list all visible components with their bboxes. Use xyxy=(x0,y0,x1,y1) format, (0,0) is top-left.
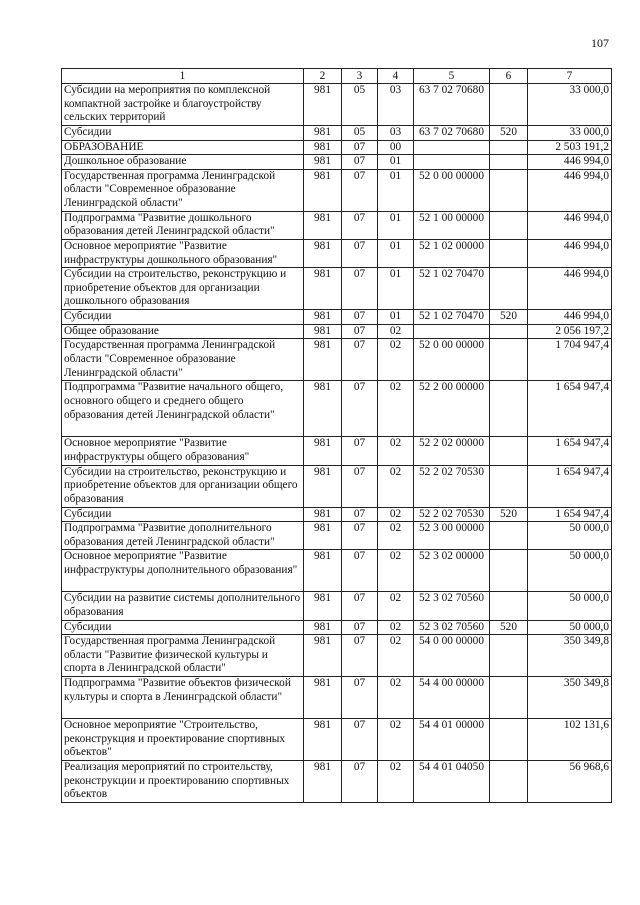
cell-col5: 52 3 02 70560 xyxy=(414,592,490,620)
cell-col2: 981 xyxy=(304,677,342,719)
cell-col5: 52 0 00 00000 xyxy=(414,169,490,211)
cell-col5: 52 1 02 00000 xyxy=(414,239,490,267)
cell-col2: 981 xyxy=(304,761,342,803)
cell-col6 xyxy=(490,211,528,239)
table-row xyxy=(62,155,612,170)
cell-amount: 50 000,0 xyxy=(528,550,612,592)
table-row xyxy=(62,592,612,620)
cell-col5 xyxy=(414,155,490,170)
row-name: Субсидии на строительство, реконструкцию и приобретение объектов для организации дошкольного образования xyxy=(62,268,304,310)
cell-col2: 981 xyxy=(304,324,342,339)
cell-col2: 981 xyxy=(304,592,342,620)
cell-col5: 52 1 02 70470 xyxy=(414,268,490,310)
row-name: Дошкольное образование xyxy=(62,155,304,170)
table-row xyxy=(62,126,612,141)
cell-col6 xyxy=(490,465,528,507)
cell-col5: 52 3 02 70560 xyxy=(414,620,490,635)
cell-col4: 02 xyxy=(378,522,414,550)
cell-col3: 07 xyxy=(342,155,378,170)
cell-amount: 2 056 197,2 xyxy=(528,324,612,339)
row-name: Основное мероприятие "Развитие инфраструктуры дополнительного образования" xyxy=(62,550,304,592)
cell-col2: 981 xyxy=(304,522,342,550)
cell-amount: 446 994,0 xyxy=(528,155,612,170)
table-row xyxy=(62,268,612,310)
cell-col3: 07 xyxy=(342,211,378,239)
cell-col3: 07 xyxy=(342,339,378,381)
cell-col5: 54 0 00 00000 xyxy=(414,635,490,677)
table-row xyxy=(62,761,612,803)
cell-amount: 350 349,8 xyxy=(528,677,612,719)
cell-col2: 981 xyxy=(304,635,342,677)
cell-amount: 446 994,0 xyxy=(528,169,612,211)
cell-col5: 63 7 02 70680 xyxy=(414,126,490,141)
cell-col2: 981 xyxy=(304,465,342,507)
table-row xyxy=(62,465,612,507)
cell-col2: 981 xyxy=(304,126,342,141)
cell-col3: 07 xyxy=(342,620,378,635)
cell-col3: 07 xyxy=(342,761,378,803)
cell-col3: 07 xyxy=(342,140,378,155)
cell-col5: 52 3 02 00000 xyxy=(414,550,490,592)
row-name: Субсидии xyxy=(62,507,304,522)
cell-col6 xyxy=(490,268,528,310)
row-name: Подпрограмма "Развитие дошкольного образования детей Ленинградской области" xyxy=(62,211,304,239)
cell-amount: 33 000,0 xyxy=(528,126,612,141)
cell-col5: 52 2 02 70530 xyxy=(414,465,490,507)
cell-col5: 54 4 00 00000 xyxy=(414,677,490,719)
table-row xyxy=(62,310,612,325)
cell-amount: 102 131,6 xyxy=(528,719,612,761)
cell-col6 xyxy=(490,339,528,381)
cell-amount: 1 654 947,4 xyxy=(528,465,612,507)
table-row xyxy=(62,677,612,719)
cell-col4: 02 xyxy=(378,635,414,677)
row-name: ОБРАЗОВАНИЕ xyxy=(62,140,304,155)
cell-col6 xyxy=(490,635,528,677)
cell-col3: 07 xyxy=(342,507,378,522)
cell-col6: 520 xyxy=(490,507,528,522)
cell-amount: 1 654 947,4 xyxy=(528,381,612,437)
cell-col3: 07 xyxy=(342,381,378,437)
table-row xyxy=(62,381,612,437)
cell-col6 xyxy=(490,550,528,592)
cell-col4: 02 xyxy=(378,620,414,635)
cell-col4: 02 xyxy=(378,507,414,522)
row-name: Государственная программа Ленинградской области "Развитие физической культуры и спорта в Ленинградской области" xyxy=(62,635,304,677)
table-row xyxy=(62,324,612,339)
cell-col3: 07 xyxy=(342,465,378,507)
cell-col6 xyxy=(490,592,528,620)
cell-col2: 981 xyxy=(304,437,342,465)
row-name: Основное мероприятие "Развитие инфраструктуры общего образования" xyxy=(62,437,304,465)
cell-col2: 981 xyxy=(304,381,342,437)
cell-col3: 07 xyxy=(342,719,378,761)
cell-col4: 02 xyxy=(378,324,414,339)
cell-col6 xyxy=(490,239,528,267)
cell-col4: 02 xyxy=(378,761,414,803)
cell-col4: 03 xyxy=(378,84,414,126)
row-name: Подпрограмма "Развитие дополнительного образования детей Ленинградской области" xyxy=(62,522,304,550)
cell-col5 xyxy=(414,140,490,155)
cell-col6 xyxy=(490,677,528,719)
cell-col3: 07 xyxy=(342,268,378,310)
column-header: 4 xyxy=(378,69,414,84)
cell-col4: 02 xyxy=(378,339,414,381)
cell-amount: 1 704 947,4 xyxy=(528,339,612,381)
table-row xyxy=(62,507,612,522)
table-row xyxy=(62,550,612,592)
cell-col4: 02 xyxy=(378,465,414,507)
cell-col2: 981 xyxy=(304,550,342,592)
column-header: 3 xyxy=(342,69,378,84)
cell-col4: 02 xyxy=(378,550,414,592)
row-name: Субсидии на развитие системы дополнительного образования xyxy=(62,592,304,620)
cell-col3: 05 xyxy=(342,84,378,126)
cell-col5: 63 7 02 70680 xyxy=(414,84,490,126)
cell-col3: 07 xyxy=(342,437,378,465)
cell-amount: 446 994,0 xyxy=(528,310,612,325)
cell-col6 xyxy=(490,84,528,126)
cell-col6 xyxy=(490,522,528,550)
budget-table xyxy=(61,68,612,803)
cell-amount: 350 349,8 xyxy=(528,635,612,677)
cell-col3: 07 xyxy=(342,310,378,325)
column-header: 6 xyxy=(490,69,528,84)
table-row xyxy=(62,339,612,381)
cell-col3: 07 xyxy=(342,522,378,550)
row-name: Основное мероприятие "Строительство, реконструкция и проектирование спортивных объектов" xyxy=(62,719,304,761)
cell-amount: 446 994,0 xyxy=(528,239,612,267)
cell-col5: 52 1 02 70470 xyxy=(414,310,490,325)
cell-col3: 07 xyxy=(342,239,378,267)
cell-col6 xyxy=(490,324,528,339)
table-row xyxy=(62,169,612,211)
cell-col3: 05 xyxy=(342,126,378,141)
cell-col3: 07 xyxy=(342,324,378,339)
row-name: Субсидии на строительство, реконструкцию и приобретение объектов для организации общего образования xyxy=(62,465,304,507)
cell-col4: 00 xyxy=(378,140,414,155)
cell-col6 xyxy=(490,140,528,155)
cell-col6 xyxy=(490,437,528,465)
table-row xyxy=(62,437,612,465)
row-name: Подпрограмма "Развитие начального общего, основного общего и среднего общего образования детей Ленинградской области" xyxy=(62,381,304,437)
cell-col5: 52 3 00 00000 xyxy=(414,522,490,550)
cell-col2: 981 xyxy=(304,155,342,170)
cell-col4: 02 xyxy=(378,437,414,465)
row-name: Реализация мероприятий по строительству, реконструкции и проектированию спортивных объектов xyxy=(62,761,304,803)
table-row xyxy=(62,140,612,155)
cell-col6 xyxy=(490,169,528,211)
table-row xyxy=(62,620,612,635)
table-header-row xyxy=(62,69,612,84)
cell-col4: 02 xyxy=(378,592,414,620)
cell-amount: 446 994,0 xyxy=(528,268,612,310)
cell-amount: 1 654 947,4 xyxy=(528,437,612,465)
row-name: Основное мероприятие "Развитие инфраструктуры дошкольного образования" xyxy=(62,239,304,267)
cell-col2: 981 xyxy=(304,211,342,239)
cell-amount: 50 000,0 xyxy=(528,522,612,550)
cell-col4: 01 xyxy=(378,310,414,325)
row-name: Субсидии xyxy=(62,620,304,635)
cell-col5: 54 4 01 00000 xyxy=(414,719,490,761)
cell-col5: 52 2 02 70530 xyxy=(414,507,490,522)
cell-col2: 981 xyxy=(304,169,342,211)
cell-col2: 981 xyxy=(304,84,342,126)
cell-amount: 56 968,6 xyxy=(528,761,612,803)
cell-col6 xyxy=(490,719,528,761)
row-name: Субсидии xyxy=(62,126,304,141)
cell-col5: 52 0 00 00000 xyxy=(414,339,490,381)
row-name: Субсидии xyxy=(62,310,304,325)
cell-amount: 50 000,0 xyxy=(528,620,612,635)
cell-col4: 01 xyxy=(378,239,414,267)
cell-col2: 981 xyxy=(304,507,342,522)
cell-col6 xyxy=(490,381,528,437)
cell-col4: 01 xyxy=(378,169,414,211)
cell-col2: 981 xyxy=(304,268,342,310)
cell-col5 xyxy=(414,324,490,339)
cell-col3: 07 xyxy=(342,169,378,211)
cell-amount: 33 000,0 xyxy=(528,84,612,126)
table-row xyxy=(62,719,612,761)
page-number: 107 xyxy=(591,36,609,50)
cell-col6 xyxy=(490,155,528,170)
column-header: 2 xyxy=(304,69,342,84)
cell-col2: 981 xyxy=(304,239,342,267)
cell-col3: 07 xyxy=(342,677,378,719)
cell-col6: 520 xyxy=(490,310,528,325)
cell-col6: 520 xyxy=(490,620,528,635)
row-name: Подпрограмма "Развитие объектов физической культуры и спорта в Ленинградской области" xyxy=(62,677,304,719)
cell-col6: 520 xyxy=(490,126,528,141)
column-header: 7 xyxy=(528,69,612,84)
cell-amount: 1 654 947,4 xyxy=(528,507,612,522)
table-row xyxy=(62,522,612,550)
cell-col4: 02 xyxy=(378,677,414,719)
cell-col4: 01 xyxy=(378,211,414,239)
row-name: Государственная программа Ленинградской области "Современное образование Ленинградской области" xyxy=(62,169,304,211)
cell-col2: 981 xyxy=(304,620,342,635)
cell-col5: 54 4 01 04050 xyxy=(414,761,490,803)
row-name: Государственная программа Ленинградской области "Современное образование Ленинградской области" xyxy=(62,339,304,381)
cell-amount: 2 503 191,2 xyxy=(528,140,612,155)
cell-col3: 07 xyxy=(342,635,378,677)
cell-col5: 52 2 02 00000 xyxy=(414,437,490,465)
table-row xyxy=(62,211,612,239)
cell-col2: 981 xyxy=(304,719,342,761)
row-name: Общее образование xyxy=(62,324,304,339)
cell-col2: 981 xyxy=(304,140,342,155)
cell-col2: 981 xyxy=(304,339,342,381)
table-row xyxy=(62,635,612,677)
cell-amount: 446 994,0 xyxy=(528,211,612,239)
cell-col4: 02 xyxy=(378,719,414,761)
cell-col3: 07 xyxy=(342,592,378,620)
cell-col4: 02 xyxy=(378,381,414,437)
cell-col5: 52 2 00 00000 xyxy=(414,381,490,437)
cell-col5: 52 1 00 00000 xyxy=(414,211,490,239)
cell-col6 xyxy=(490,761,528,803)
table-row xyxy=(62,239,612,267)
cell-col4: 03 xyxy=(378,126,414,141)
table-row xyxy=(62,84,612,126)
cell-amount: 50 000,0 xyxy=(528,592,612,620)
column-header: 5 xyxy=(414,69,490,84)
row-name: Субсидии на мероприятия по комплексной компактной застройке и благоустройству сельских территорий xyxy=(62,84,304,126)
cell-col2: 981 xyxy=(304,310,342,325)
cell-col3: 07 xyxy=(342,550,378,592)
cell-col4: 01 xyxy=(378,268,414,310)
cell-col4: 01 xyxy=(378,155,414,170)
column-header: 1 xyxy=(62,69,304,84)
